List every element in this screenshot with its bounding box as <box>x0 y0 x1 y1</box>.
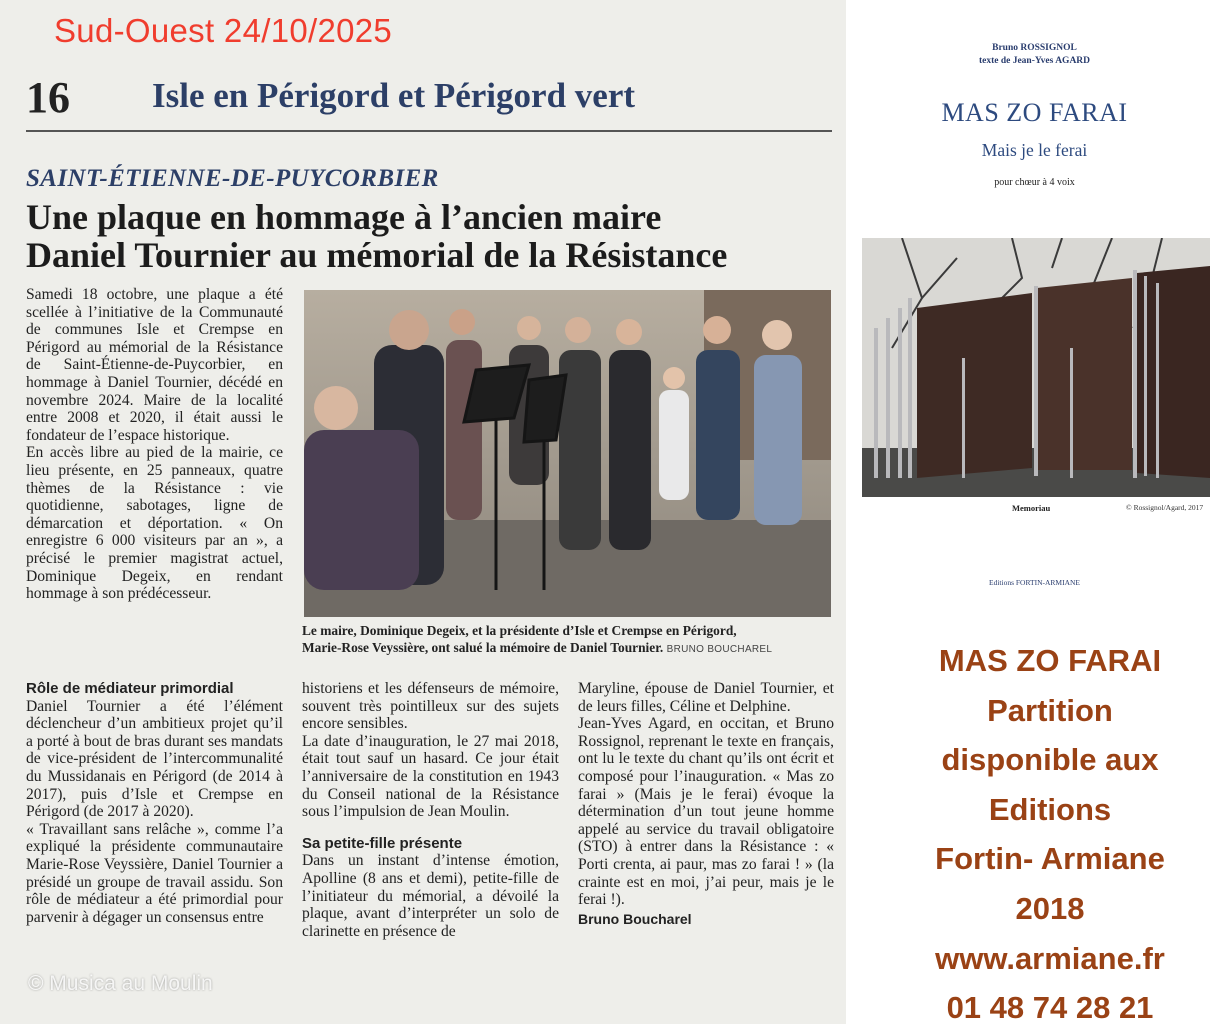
article-column-3 <box>578 680 834 928</box>
paragraph: Maryline, épouse de Daniel Tournier, et de leurs filles, Céline et Delphine. <box>578 680 834 715</box>
article-column-1-bottom <box>26 680 283 926</box>
header-rule <box>26 130 832 132</box>
memorial-photo <box>862 238 1210 497</box>
cover-subtitle: Mais je le ferai <box>981 140 1088 160</box>
paragraph: « Travaillant sans relâche », comme l’a expliqué la présidente communautaire Marie-Rose Veyssière, Daniel Tournier a présidé un groupe de travail assidu. Son rôle de médiateur a été primordial pour parvenir à dégager un consensus entre <box>26 820 283 926</box>
paragraph: La date d’inauguration, le 27 mai 2018, était tout sauf un hasard. Ce jour était l’anniversaire de la constitution en 1943 du Conseil national de la Résistance sous l’impulsion de Jean Moulin. <box>302 732 559 821</box>
headline-line-1: Une plaque en hommage à l’ancien maire <box>26 197 662 237</box>
subheading: Sa petite-fille présente <box>302 834 463 852</box>
paragraph: Dans un instant d’intense émotion, Apolline (8 ans et demi), petite-fille de l’initiateur du mémorial, a dévoilé la plaque, avant d’interpréter un solo de clarinette en présence de <box>302 852 559 940</box>
caption-line-2-text: Marie-Rose Veyssière, ont salué la mémoire de Daniel Tournier. <box>302 640 664 655</box>
paragraph: En accès libre au pied de la mairie, ce lieu présente, en 25 panneaux, quatre thèmes de la Résistance : vie quotidienne, sabotages, ligne de démarcation et déportation. « On enregistre 6 000 visiteurs par an », a précisé le premier magistrat actuel, Dominique Degeix, en rendant hommage à son prédécesseur. <box>26 444 283 603</box>
article-column-2 <box>302 680 559 940</box>
caption-line-1: Le maire, Dominique Degeix, et la présidente d’Isle et Crempse en Périgord, <box>302 623 737 638</box>
page-number: 16 <box>26 73 70 122</box>
dateline-place: SAINT-ÉTIENNE-DE-PUYCORBIER <box>26 165 439 192</box>
memorial-label: Memoriau <box>1012 503 1051 513</box>
paragraph: Jean-Yves Agard, en occitan, et Bruno Rossignol, reprenant le texte en français, ont lu le texte du chant qu’ils ont écrit et composé pour l’inauguration. « Mas zo farai » (Mais je le ferai) évoque la détermination d’un tout jeune homme appelé au service du travail obligatoire (STO) à entrer dans la Résistance : « Porti crenta, ai paur, mas zo farai ! » (la crainte est en moi, j’ai peur, mais je le ferai !). <box>578 715 834 909</box>
cover-publisher: Editions FORTIN-ARMIANE <box>988 578 1080 587</box>
headline-line-2: Daniel Tournier au mémorial de la Résistance <box>26 235 728 275</box>
ad-line: 2018 <box>1015 890 1085 926</box>
cover-voices: pour chœur à 4 voix <box>994 177 1075 188</box>
article-column-1-top <box>26 286 283 603</box>
cover-title: MAS ZO FARAI <box>941 98 1128 127</box>
ceremony-photo <box>304 290 831 617</box>
paragraph: historiens et les défenseurs de mémoire, souvent très pointilleux sur des sujets encore sensibles. <box>302 680 559 733</box>
photo-credit: BRUNO BOUCHAREL <box>666 644 773 655</box>
memorial-photo-drawing <box>862 238 1210 497</box>
ad-line: MAS ZO FARAI <box>938 643 1162 678</box>
photo-caption <box>302 622 834 658</box>
website-link[interactable]: www.armiane.fr <box>935 940 1165 976</box>
ad-line: disponible aux <box>941 742 1159 778</box>
source-date-line: Sud-Ouest 24/10/2025 <box>54 12 393 49</box>
cover-copyright: © Rossignol/Agard, 2017 <box>1126 503 1204 512</box>
paragraph: Daniel Tournier a été l’élément déclencheur d’un ambitieux projet qu’il a porté à bout de bras durant ses mandats de vice-président de l’intercommunalité du Mussidanais en Périgord (de 2014 à 2017), puis d’Isle et Crempse en Périgord (de 2017 à 2020). <box>26 697 283 821</box>
headline <box>26 198 846 274</box>
ceremony-photo-drawing <box>304 290 831 617</box>
watermark: © Musica au Moulin <box>28 972 213 995</box>
ad-line: Partition <box>987 692 1113 728</box>
cover-author: Bruno ROSSIGNOL <box>992 43 1077 53</box>
cover-lyricist: texte de Jean-Yves AGARD <box>978 56 1091 66</box>
subheading: Rôle de médiateur primordial <box>26 680 234 697</box>
caption-line-2 <box>302 639 834 658</box>
ad-line: Editions <box>988 791 1112 827</box>
score-availability-notice <box>880 636 1220 1033</box>
byline: Bruno Boucharel <box>578 910 692 927</box>
section-title: Isle en Périgord et Périgord vert <box>152 76 636 115</box>
ad-line: Fortin- Armiane <box>935 841 1165 877</box>
paragraph: Samedi 18 octobre, une plaque a été scellée à l’initiative de la Communauté de communes Isle et Crempse en Périgord au mémorial de la Résistance de Saint-Étienne-de-Puycorbier, en hommage à Daniel Tournier, décédé en novembre 2024. Maire de la localité entre 2008 et 2020, il était aussi le fondateur de l’espace historique. <box>26 286 283 444</box>
phone-number: 01 48 74 28 21 <box>946 990 1154 1026</box>
